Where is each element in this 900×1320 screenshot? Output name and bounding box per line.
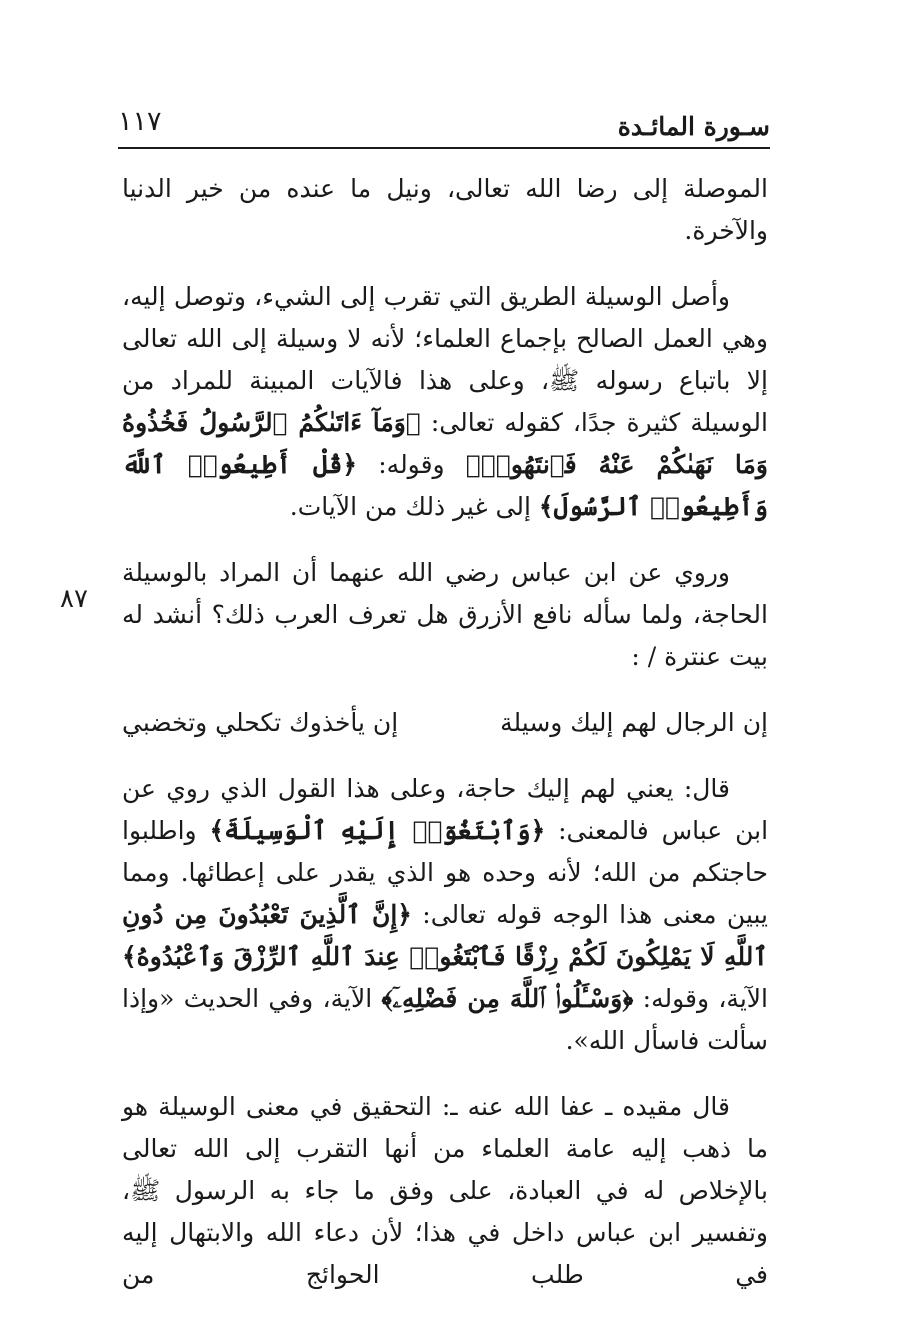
- paragraph-4-text-1: قال: يعني لهم إليك حاجة، وعلى هذا القول الذي روي عن ابن عباس فالمعنى:: [122, 774, 769, 845]
- paragraph-2-text-1: وأصل الوسيلة الطريق التي تقرب إلى الشيء، وتوصل إليه، وهي العمل الصالح بإجماع العلماء؛ لأنه لا وسيلة إلى الله تعالى إلا باتباع رسوله ﷺ، وعلى هذا فالآيات المبينة للمراد من الوسيلة كثيرة جدًا، كقوله تعالى:: [122, 282, 768, 437]
- page-body: [122, 168, 768, 1320]
- surah-title: سـورة المائـدة: [617, 112, 770, 141]
- margin-page-reference: ٨٧: [60, 584, 88, 614]
- page-header: [118, 100, 770, 150]
- paragraph-2-text-2: وقوله:: [357, 450, 466, 479]
- paragraph-4-text-4: الآية، وفي الحديث «وإذا سألت فاسأل الله».: [122, 984, 768, 1055]
- quran-quote: ﴿وَسْـَٔلُوا۟ ٱللَّهَ مِن فَضْلِهِۦٓ﴾: [381, 984, 634, 1013]
- quran-quote: ﴿إِنَّ ٱلَّذِينَ تَعْبُدُونَ مِن دُونِ ٱللَّهِ لَا يَمْلِكُونَ لَكُمْ رِزْقًا فَٱبْتَغُوا۟ عِندَ ٱللَّهِ ٱلرِّزْقَ وَٱعْبُدُوهُ﴾: [122, 900, 768, 971]
- paragraph-2: [122, 276, 768, 528]
- quran-quote: ﴿وَمَآ ءَاتَىٰكُمُ ٱلرَّسُولُ فَخُذُوهُ وَمَا نَهَىٰكُمْ عَنْهُ فَٱنتَهُوا۟﴾: [122, 408, 768, 479]
- paragraph-5: قال مقيده ـ عفا الله عنه ـ: التحقيق في معنى الوسيلة هو ما ذهب إليه عامة العلماء من أنها التقرب إلى الله تعالى بالإخلاص له في العبادة، على وفق ما جاء به الرسول ﷺ، وتفسير ابن عباس داخل في هذا؛ لأن دعاء الله والابتهال إليه في طلب الحوائج من: [122, 1092, 768, 1289]
- paragraph-4-text-3: الآية، وقوله:: [633, 984, 768, 1013]
- paragraph-1: الموصلة إلى رضا الله تعالى، ونيل ما عنده من خير الدنيا والآخرة.: [122, 174, 768, 245]
- quran-quote: ﴿قُلْ أَطِيعُوا۟ ٱللَّهَ وَأَطِيعُوا۟ ٱلرَّسُولَ﴾: [122, 450, 768, 521]
- paragraph-3: وروي عن ابن عباس رضي الله عنهما أن المراد بالوسيلة الحاجة، ولما سأله نافع الأزرق هل تعرف العرب ذلك؟ أنشد له بيت عنترة / :: [122, 558, 768, 671]
- paragraph-4: [122, 768, 768, 1062]
- page-number: ١١٧: [118, 106, 162, 137]
- paragraph-4-text-2: واطلبوا حاجتكم من الله؛ لأنه وحده هو الذي يقدر على إعطائها. ومما يبين معنى هذا الوجه قوله تعالى:: [122, 816, 769, 929]
- paragraph-2-text-3: إلى غير ذلك من الآيات.: [289, 492, 539, 521]
- header-rule: [118, 147, 770, 149]
- poetry-verse: [122, 702, 768, 744]
- verse-first-hemistich: إن الرجال لهم إليك وسيلة: [500, 708, 768, 737]
- verse-second-hemistich: إن يأخذوك تكحلي وتخضبي: [122, 708, 399, 737]
- quran-quote: ﴿وَٱبْتَغُوٓا۟ إِلَيْهِ ٱلْوَسِيلَةَ﴾: [209, 816, 546, 845]
